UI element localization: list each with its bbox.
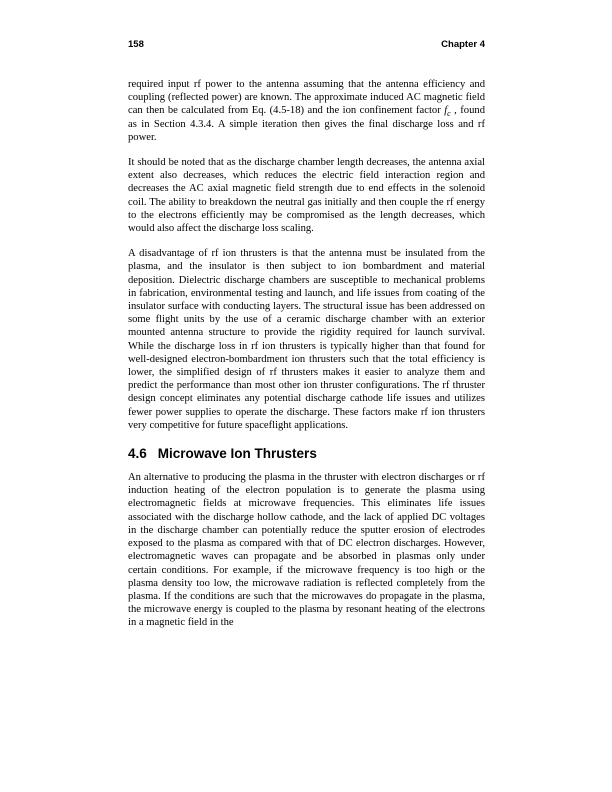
section-number: 4.6 [128, 446, 147, 462]
paragraph-microwave-intro: An alternative to producing the plasma in the thruster with electron discharges or rf induction heating of the electron population is to generate the plasma using electromagnetic fields at microwave frequencies. This eliminates life issues associated with the discharge hollow cathode, and the lack of applied DC voltages in the discharge chamber can potentially reduce the sputter erosion of electrodes exposed to the plasma as compared with that of DC electron discharges. However, electromagnetic waves can propagate and be absorbed in plasmas only under certain conditions. For example, if the microwave frequency is too high or the plasma density too low, the microwave radiation is reflected completely from the plasma. If the conditions are such that the microwaves do propagate in the plasma, the microwave energy is coupled to the plasma by resonant heating of the electrons in a magnetic field in the [128, 472, 485, 629]
paragraph-rf-power-text: required input rf power to the antenna assuming that the antenna efficiency and coupling (reflected power) are known. The approximate induced AC magnetic field can then be calculated from Eq. (4.5-18) and the ion confinement factor [128, 79, 485, 117]
section-heading [128, 446, 485, 462]
paragraph-rf-disadvantage: A disadvantage of rf ion thrusters is that the antenna must be insulated from the plasma, and the insulator is then subject to ion bombardment and material deposition. Dielectric discharge chambers are susceptible to mechanical problems in fabrication, environmental testing and launch, and life issues from coating of the insulator surface with conducting layers. The structural issue has been addressed on some flight units by the use of a ceramic discharge chamber with an exterior mounted antenna structure to provide the rigidity required for launch survival. While the discharge loss in rf ion thrusters is typically higher than that found for well-designed electron-bombardment ion thrusters such that the total efficiency is lower, the simplified design of rf thrusters makes it easier to analyze them and predict the performance than most other ion thruster configurations. The rf thruster design concept eliminates any potential discharge cathode life issues and utilizes fewer power supplies to operate the discharge. These factors make rf ion thrusters very competitive for future spaceflight applications. [128, 248, 485, 431]
symbol-base: f [444, 105, 448, 117]
running-head-chapter: Chapter 4 [441, 39, 485, 50]
page-header [128, 39, 485, 50]
page-body [128, 78, 485, 642]
paragraph-chamber-length: It should be noted that as the discharge chamber length decreases, the antenna axial extent also decreases, which reduces the electric field interaction region and decreases the AC axial magnetic field strength due to end effects in the solenoid coil. The ability to breakdown the neutral gas initially and then couple the rf energy to the electrons efficiently may be compromised as the length decreases, which would also affect the discharge loss scaling. [128, 157, 485, 235]
paragraph-rf-power-text-cont: , found as in Section 4.3.4. A simple iteration then gives the final discharge loss and rf power. [128, 105, 485, 143]
page-number: 158 [128, 39, 144, 50]
symbol-subscript: c [447, 109, 451, 119]
paragraph-rf-power [128, 78, 485, 144]
section-title: Microwave Ion Thrusters [157, 446, 317, 462]
